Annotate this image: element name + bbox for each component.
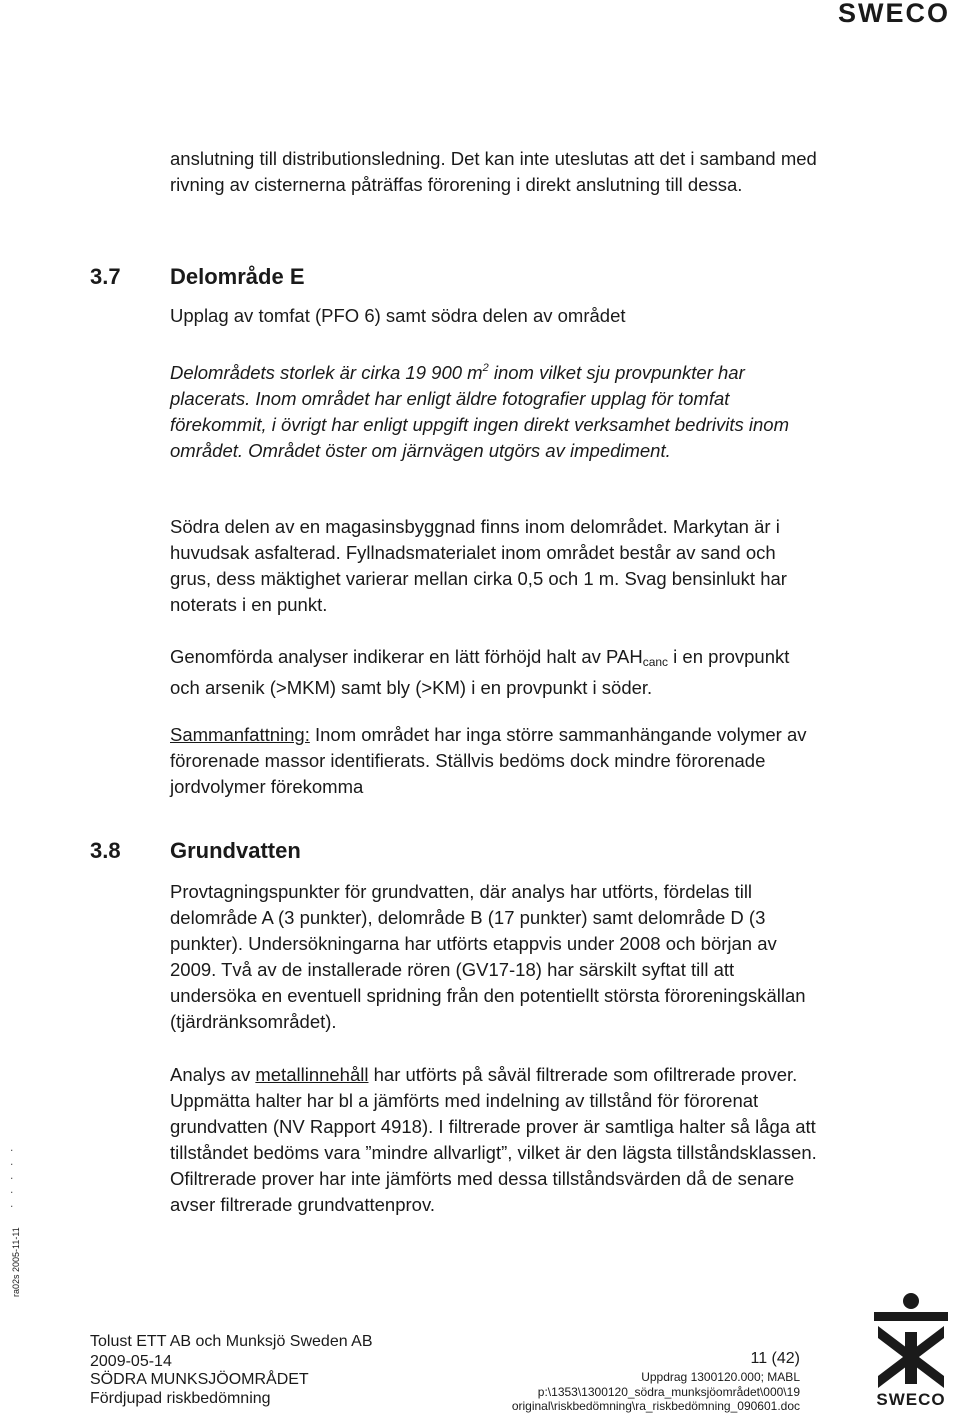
footer-company: Tolust ETT AB och Munksjö Sweden AB — [90, 1333, 373, 1350]
summary-label: Sammanfattning: — [170, 724, 310, 745]
footer-path-2: original\riskbedömning\ra_riskbedömning_090601.doc — [511, 1399, 800, 1413]
section-37-title: Delområde E — [170, 264, 305, 289]
section-37-subtitle: Upplag av tomfat (PFO 6) samt södra delen av området — [170, 305, 626, 326]
template-code: ra02s 2005-11-11 — [11, 1227, 21, 1297]
section-37-paragraph-1: Delområdets storlek är cirka 19 900 $m^2$ inom vilket sju provpunkter har placerats. Inom området har enligt äldre fotografier upplag för tomfat förekommit, i övrigt har enligt uppgift ingen direkt verksamhet bedrivits inom området. Området öster om järnvägen utgörs av impediment. — [170, 362, 789, 461]
section-37-paragraph-3: Genomförda analyser indikerar en lätt förhöjd halt av $PAH_{canc}$ i en provpunkt och arsenik (>MKM) samt bly (>KM) i en provpunkt i söder. — [170, 646, 790, 698]
footer-assignment: Uppdrag 1300120.000; MABL — [641, 1370, 800, 1384]
section-37-paragraph-2: Södra delen av en magasinsbyggnad finns inom delområdet. Markytan är i huvudsak asfalterad. Fyllnadsmaterialet inom området består av sand och grus, dess mäktighet varierar mellan cirka 0,5 och 1 m. Svag bensinlukt har noterats i en punkt. — [170, 516, 787, 615]
footer-date: 2009-05-14 — [90, 1353, 172, 1370]
metal-content-link: metallinnehåll — [255, 1064, 369, 1085]
footer-doc-type: Fördjupad riskbedömning — [90, 1390, 271, 1407]
section-38-paragraph-2: Analys av metallinnehåll har utförts på såväl filtrerade som ofiltrerade prover. Uppmätta halter har bl a jämförts med indelning av tillstånd för förorenat grundvatten (NV Rapport 4918). I filtrerade prover är samtliga halter så låga att tillståndet bedöms vara ”mindre allvarligt”, vilket är den lägsta tillståndsklassen. Ofiltrerade prover har inte jämförts med dessa tillståndsvärden då de senare avser filtrerade grundvattenprov. — [170, 1064, 817, 1215]
page-number: 11 (42) — [750, 1350, 800, 1367]
footer-path-1: p:\1353\1300120_södra_munksjöområdet\000\19 — [537, 1385, 800, 1399]
sweco-logo-bottom-text: SWECO — [876, 1390, 946, 1409]
margin-dots: . . . . . — [10, 1140, 14, 1210]
footer-project: SÖDRA MUNKSJÖOMRÅDET — [90, 1371, 309, 1388]
sweco-logo-bottom — [870, 1292, 952, 1410]
section-37-summary: Sammanfattning: Inom området har inga större sammanhängande volymer av förorenade massor identifierats. Ställvis bedöms dock mindre förorenade jordvolymer förekomma — [170, 724, 807, 797]
section-38-number: 3.8 — [90, 838, 121, 863]
sweco-logo-top: SWECO — [837, 0, 950, 28]
section-38-title: Grundvatten — [170, 838, 301, 863]
section-38-paragraph-1: Provtagningspunkter för grundvatten, där analys har utförts, fördelas till delområde A (3 punkter), delområde B (17 punkter) samt delområde D (3 punkter). Undersökningarna har utförts etappvis under 2008 och början av 2009. Två av de installerade rören (GV17-18) har särskilt syftat till att undersöka en eventuell spridning från den potentiellt största föroreningskällan (tjärdränksområdet). — [170, 881, 806, 1032]
intro-paragraph: anslutning till distributionsledning. Det kan inte uteslutas att det i samband med rivning av cisternerna påträffas förorening i direkt anslutning till dessa. — [170, 148, 817, 195]
section-37-number: 3.7 — [90, 264, 121, 289]
